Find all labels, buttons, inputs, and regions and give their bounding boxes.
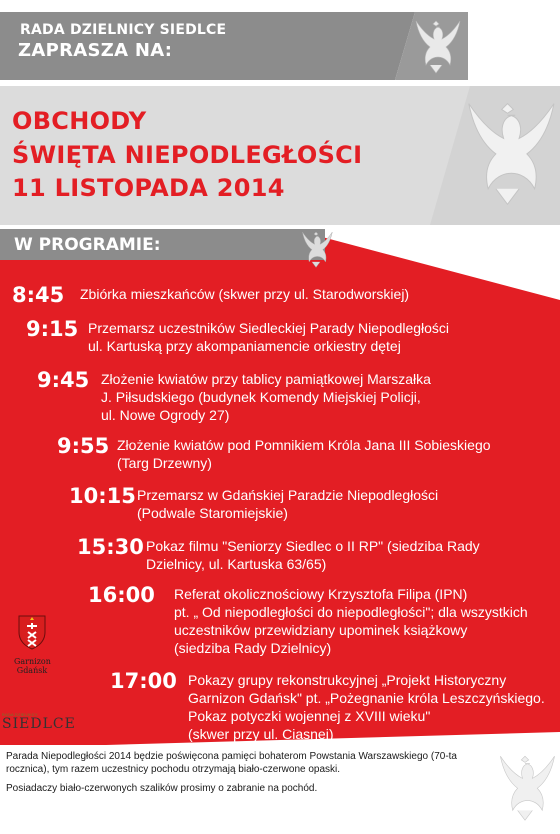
event-time: 9:15 <box>26 317 79 341</box>
event-description: Złożenie kwiatów pod Pomnikiem Króla Jana III Sobieskiego (Targ Drzewny) <box>117 437 491 471</box>
event-description: Zbiórka mieszkańców (skwer przy ul. Starodworskiej) <box>80 286 410 302</box>
event-description: Złożenie kwiatów przy tablicy pamiątkowej Marszałka J. Piłsudskiego (budynek Komendy Miejskiej Policji, ul. Nowe Ogrody 27) <box>101 371 431 423</box>
footer-notes <box>6 750 496 801</box>
polish-eagle-icon <box>410 15 462 77</box>
event-time: 9:55 <box>57 434 110 458</box>
event-time: 15:30 <box>77 535 144 559</box>
garnizon-logo-line-2: Gdańsk <box>16 666 48 675</box>
footer-note-parade: Parada Niepodległości 2014 będzie poświęcona pamięci bohaterom Powstania Warszawskiego (70-ta rocznica), tym razem uczestnicy pochodu otrzymają biało-czerwone opaski. <box>6 751 457 775</box>
title-line-3: 11 LISTOPADA 2014 <box>12 174 285 202</box>
title-line-2: ŚWIĘTA NIEPODLEGŁOŚCI <box>12 141 363 169</box>
event-description: Referat okolicznościowy Krzysztofa Filipa (IPN) pt. „ Od niepodległości do niepodległości"; dla wszystkich uczestników przewidziany upominek książkowy (siedziba Rady Dzielnicy) <box>174 586 528 656</box>
gdansk-coat-of-arms-icon <box>17 614 47 650</box>
event-description: Przemarsz w Gdańskiej Paradzie Niepodległości (Podwale Staromiejskie) <box>137 487 439 521</box>
rada-dzielnicy-siedlce-logo <box>2 712 76 732</box>
event-description: Przemarsz uczestników Siedleckiej Parady Niepodległości ul. Kartuską przy akompaniamencie orkiestry dętej <box>88 320 450 354</box>
polish-eagle-icon <box>455 92 560 212</box>
invitation-label: ZAPRASZA NA: <box>18 40 173 61</box>
organizer-label: RADA DZIELNICY SIEDLCE <box>20 22 227 38</box>
event-time: 17:00 <box>110 669 177 693</box>
garnizon-gdansk-logo <box>14 614 50 675</box>
polish-eagle-icon <box>298 228 334 270</box>
program-heading: W PROGRAMIE: <box>14 235 161 255</box>
siedlce-logo-small-text: RADA DZIELNICY <box>2 712 38 717</box>
event-description: Pokazy grupy rekonstrukcyjnej „Projekt Historyczny Garnizon Gdańsk" pt. „Pożegnanie króla Leszczyńskiego. Pokaz potyczki wojennej z XVIII wieku" (skwer przy ul. Ciasnej) <box>188 672 545 742</box>
event-time: 9:45 <box>37 368 90 392</box>
footer-note-scarves: Posiadaczy biało-czerwonych szalików prosimy o zabranie na pochód. <box>6 783 318 794</box>
event-time: 16:00 <box>88 583 155 607</box>
siedlce-logo-big-text: SIEDLCE <box>2 716 76 732</box>
garnizon-logo-text <box>14 657 50 675</box>
event-time: 8:45 <box>12 283 65 307</box>
event-description: Pokaz filmu "Seniorzy Siedlec o II RP" (siedziba Rady Dzielnicy, ul. Kartuska 63/65) <box>146 538 480 572</box>
polish-eagle-icon <box>493 748 557 826</box>
event-time: 10:15 <box>69 484 136 508</box>
garnizon-logo-line-1: Garnizon <box>14 657 51 666</box>
title-line-1: OBCHODY <box>12 107 147 135</box>
